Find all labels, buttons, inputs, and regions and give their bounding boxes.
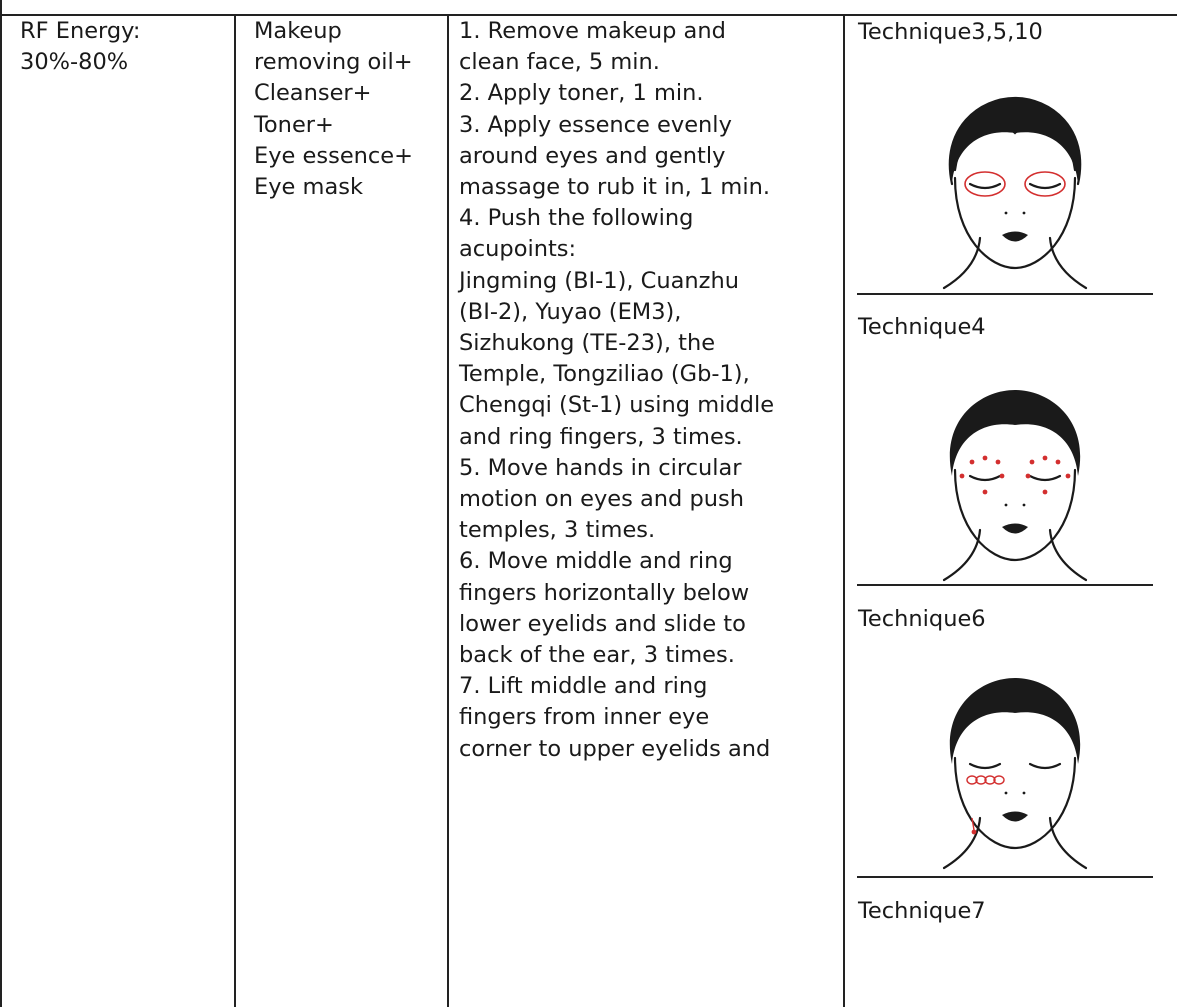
step-line: fingers horizontally below	[459, 579, 750, 606]
technique-4	[858, 312, 1158, 343]
face-eye-circles-icon	[910, 88, 1120, 293]
step-line: massage to rub it in, 1 min.	[459, 174, 770, 201]
step-line: Jingming (BI-1), Cuanzhu	[459, 267, 740, 294]
col-divider-3	[843, 14, 845, 1007]
products-cell	[254, 16, 444, 203]
step-line: 5. Move hands in circular	[459, 454, 742, 481]
face-acupoints-icon	[910, 380, 1120, 585]
steps-cell	[459, 16, 839, 765]
step-line: clean face, 5 min.	[459, 49, 660, 76]
technique-divider	[857, 584, 1153, 586]
product-line: Toner+	[254, 111, 334, 138]
technique-7	[858, 896, 1158, 927]
step-line: lower eyelids and slide to	[459, 610, 746, 637]
rf-energy-label: RF Energy:	[20, 18, 141, 44]
step-line: and ring fingers, 3 times.	[459, 423, 743, 450]
table-left-border	[0, 0, 2, 1007]
step-line: 6. Move middle and ring	[459, 548, 733, 575]
col-divider-2	[447, 14, 449, 1007]
step-line: around eyes and gently	[459, 142, 726, 169]
technique-divider	[857, 293, 1153, 295]
step-line: Temple, Tongziliao (Gb-1),	[459, 361, 750, 388]
technique-divider	[857, 876, 1153, 878]
product-line: Eye mask	[254, 174, 363, 201]
product-line: Cleanser+	[254, 80, 372, 107]
step-line: temples, 3 times.	[459, 517, 656, 544]
step-line: 3. Apply essence evenly	[459, 111, 732, 138]
technique-6	[858, 604, 1158, 635]
technique-label: Technique3,5,10	[858, 19, 1043, 45]
product-line: Makeup	[254, 18, 342, 44]
step-line: 1. Remove makeup and	[459, 18, 726, 44]
technique-3-5-10	[858, 17, 1158, 48]
step-line: back of the ear, 3 times.	[459, 642, 735, 669]
step-line: fingers from inner eye	[459, 704, 710, 731]
step-line: Sizhukong (TE-23), the	[459, 330, 716, 357]
step-line: motion on eyes and push	[459, 486, 744, 513]
rf-energy-cell	[20, 16, 225, 78]
technique-label: Technique7	[858, 898, 986, 924]
step-line: 2. Apply toner, 1 min.	[459, 80, 704, 107]
step-line: (BI-2), Yuyao (EM3),	[459, 298, 682, 325]
rf-energy-value: 30%-80%	[20, 49, 129, 76]
step-line: Chengqi (St-1) using middle	[459, 392, 775, 419]
face-under-eye-slide-icon	[910, 668, 1120, 873]
col-divider-1	[234, 14, 236, 1007]
step-line: 4. Push the following	[459, 205, 694, 232]
product-line: Eye essence+	[254, 142, 413, 169]
product-line: removing oil+	[254, 49, 413, 76]
step-line: 7. Lift middle and ring	[459, 673, 708, 700]
step-line: corner to upper eyelids and	[459, 735, 771, 762]
technique-label: Technique6	[858, 606, 986, 632]
step-line: acupoints:	[459, 236, 577, 263]
technique-label: Technique4	[858, 314, 986, 340]
